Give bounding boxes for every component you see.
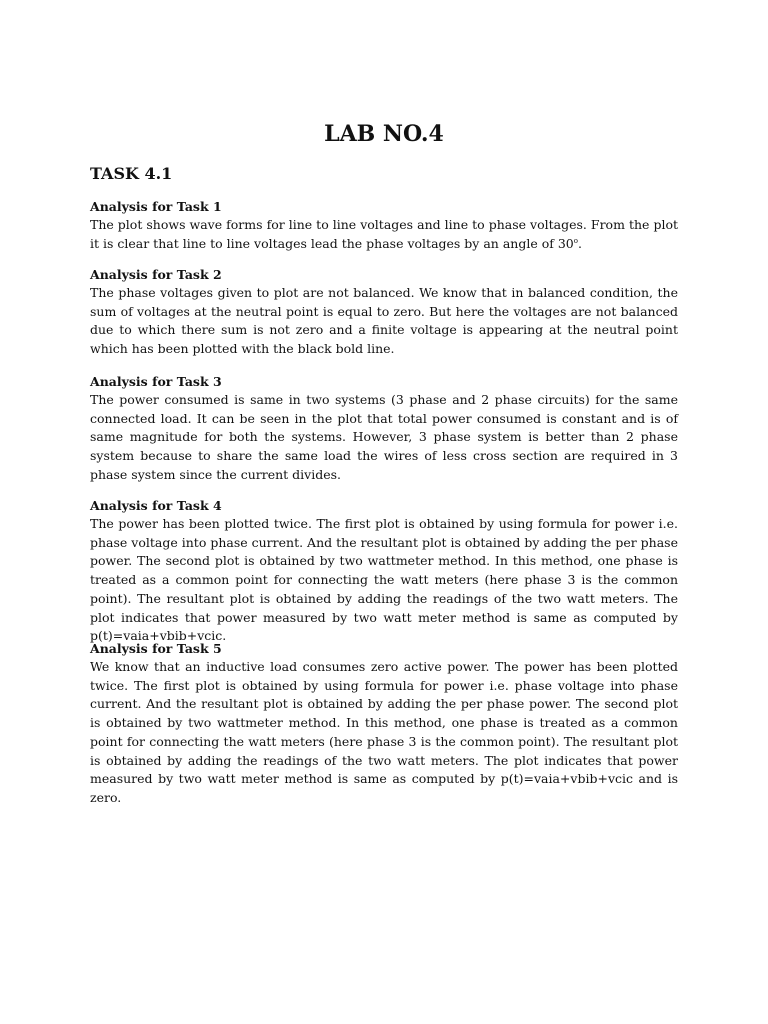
analysis-section-task-5 — [90, 640, 678, 808]
section-paragraph — [90, 216, 678, 253]
paragraph-text: The plot shows wave forms for line to line voltages and line to phase voltages. From the plot it is clear that line to line voltages lead the phase voltages by an angle of 30 — [90, 217, 678, 251]
analysis-section-task-4 — [90, 497, 678, 646]
analysis-section-task-3 — [90, 373, 678, 485]
degree-superscript: o — [573, 236, 578, 245]
paragraph-tail: . — [577, 235, 582, 251]
section-heading: Analysis for Task 4 — [90, 498, 222, 513]
section-heading: Analysis for Task 1 — [90, 199, 222, 214]
section-paragraph: We know that an inductive load consumes zero active power. The power has been plotted twice. The first plot is obtained by using formula for power i.e. phase voltage into phase current. And the resultant plot is obtained by adding the per phase power. The second plot is obtained by two wattmeter method. In this method, one phase is treated as a common point for connecting the watt meters (here phase 3 is the common point). The resultant plot is obtained by adding the readings of the two watt meters. The plot indicates that power measured by two watt meter method is same as computed by p(t)=vaia+vbib+vcic and is zero. — [90, 659, 678, 805]
section-heading: Analysis for Task 5 — [90, 641, 222, 656]
analysis-section-task-2 — [90, 266, 678, 359]
section-heading: Analysis for Task 2 — [90, 267, 222, 282]
section-paragraph: The power consumed is same in two systems (3 phase and 2 phase circuits) for the same connected load. It can be seen in the plot that total power consumed is constant and is of same magnitude for both the systems. However, 3 phase system is better than 2 phase system because to share the same load the wires of less cross section are required in 3 phase system since the current divides. — [90, 392, 678, 482]
analysis-section-task-1 — [90, 198, 678, 253]
section-heading: Analysis for Task 3 — [90, 374, 222, 389]
section-paragraph: The power has been plotted twice. The first plot is obtained by using formula for power i.e. phase voltage into phase current. And the resultant plot is obtained by adding the per phase power. The second plot is obtained by two wattmeter method. In this method, one phase is treated as a common point for connecting the watt meters (here phase 3 is the common point). The resultant plot is obtained by adding the readings of the two watt meters. The plot indicates that power measured by two watt meter method is same as computed by p(t)=vaia+vbib+vcic. — [90, 516, 678, 644]
task-heading: TASK 4.1 — [90, 164, 173, 183]
page-title: LAB NO.4 — [324, 121, 444, 147]
section-paragraph: The phase voltages given to plot are not balanced. We know that in balanced condition, the sum of voltages at the neutral point is equal to zero. But here the voltages are not balanced due to which there sum is not zero and a finite voltage is appearing at the neutral point which has been plotted with the black bold line. — [90, 285, 678, 357]
